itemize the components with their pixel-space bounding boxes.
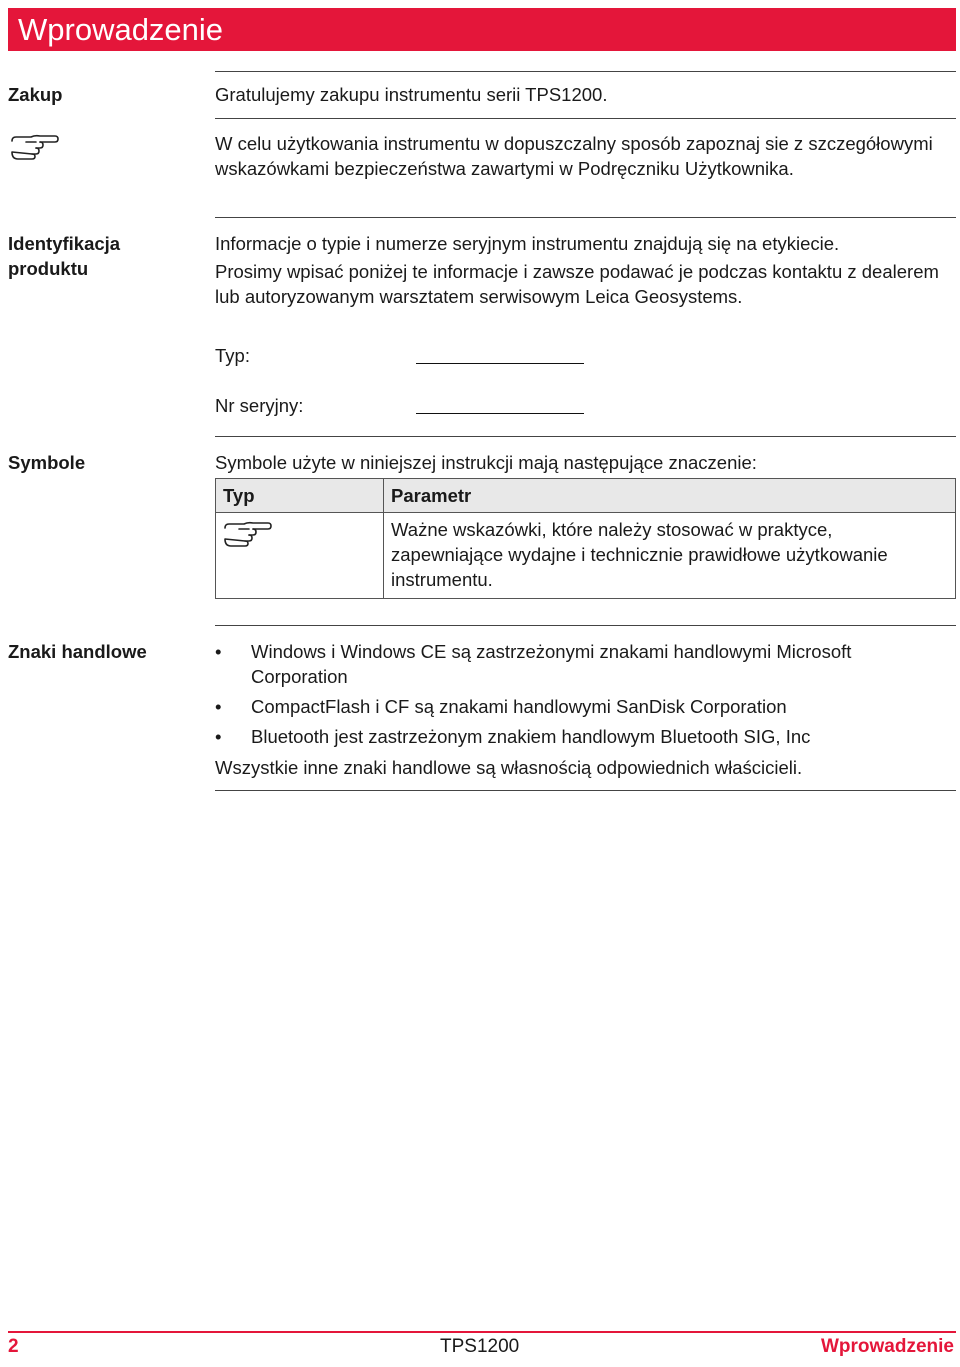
identyfikacja-text1: Informacje o typie i numerze seryjnym instrumentu znajdują się na etykiecie. [215,233,840,254]
label-line: Identyfikacja [8,233,121,254]
table-cell-icon [216,513,384,599]
type-field-label: Typ: [215,345,250,366]
identyfikacja-text2: Prosimy wpisać poniżej te informacje i zawsze podawać je podczas kontaktu z dealerem lub autoryzowanym warsztatem serwisowym Leica Geosystems. [215,261,939,307]
section-divider [215,217,956,218]
bullet: • [215,696,222,717]
table-row [216,513,956,599]
bullet: • [215,641,222,662]
section-divider [215,790,956,791]
table-header-typ: Typ [216,479,384,513]
list-item [215,694,953,719]
type-field-blank [416,363,584,364]
page-number: 2 [8,1336,19,1357]
section-label-identyfikacja [8,231,198,281]
footer-product: TPS1200 [440,1336,520,1357]
list-item [215,639,953,689]
section-label-symbole: Symbole [8,452,86,473]
section-divider [215,436,956,437]
list-item-text: Windows i Windows CE są zastrzeżonymi znakami handlowymi Microsoft Corporation [251,641,852,687]
section-label-znaki: Znaki handlowe [8,641,147,662]
section-divider [215,118,956,119]
list-item-text: CompactFlash i CF są znakami handlowymi SanDisk Corporation [251,696,787,717]
section-divider [215,71,956,72]
section-label-zakup: Zakup [8,84,63,105]
bullet: • [215,726,222,747]
pointing-hand-icon [10,132,60,160]
label-line: produktu [8,258,89,279]
pointing-hand-icon [223,519,273,547]
znaki-closing: Wszystkie inne znaki handlowe są własnością odpowiednich właścicieli. [215,757,803,778]
zakup-text: Gratulujemy zakupu instrumentu serii TPS1200. [215,84,608,105]
title-bar [8,8,956,51]
serial-field-label: Nr seryjny: [215,395,304,416]
table-header-parametr: Parametr [384,479,956,513]
list-item [215,724,953,749]
footer-section: Wprowadzenie [820,1336,954,1357]
table-cell-text: Ważne wskazówki, które należy stosować w praktyce, zapewniające wydajne i technicznie prawidłowe użytkowanie instrumentu. [384,513,956,599]
table-header-row [216,479,956,513]
footer-rule [8,1331,956,1333]
symbols-table [215,478,956,599]
symbole-intro: Symbole użyte w niniejszej instrukcji mają następujące znaczenie: [215,452,757,473]
serial-field-blank [416,413,584,414]
list-item-text: Bluetooth jest zastrzeżonym znakiem handlowym Bluetooth SIG, Inc [251,726,811,747]
page-title: Wprowadzenie [18,12,224,47]
section-divider [215,625,956,626]
safety-note: W celu użytkowania instrumentu w dopuszczalny sposób zapoznaj sie z szczegółowymi wskazówkami bezpieczeństwa zawartymi w Podręczniku Użytkownika. [215,133,933,179]
